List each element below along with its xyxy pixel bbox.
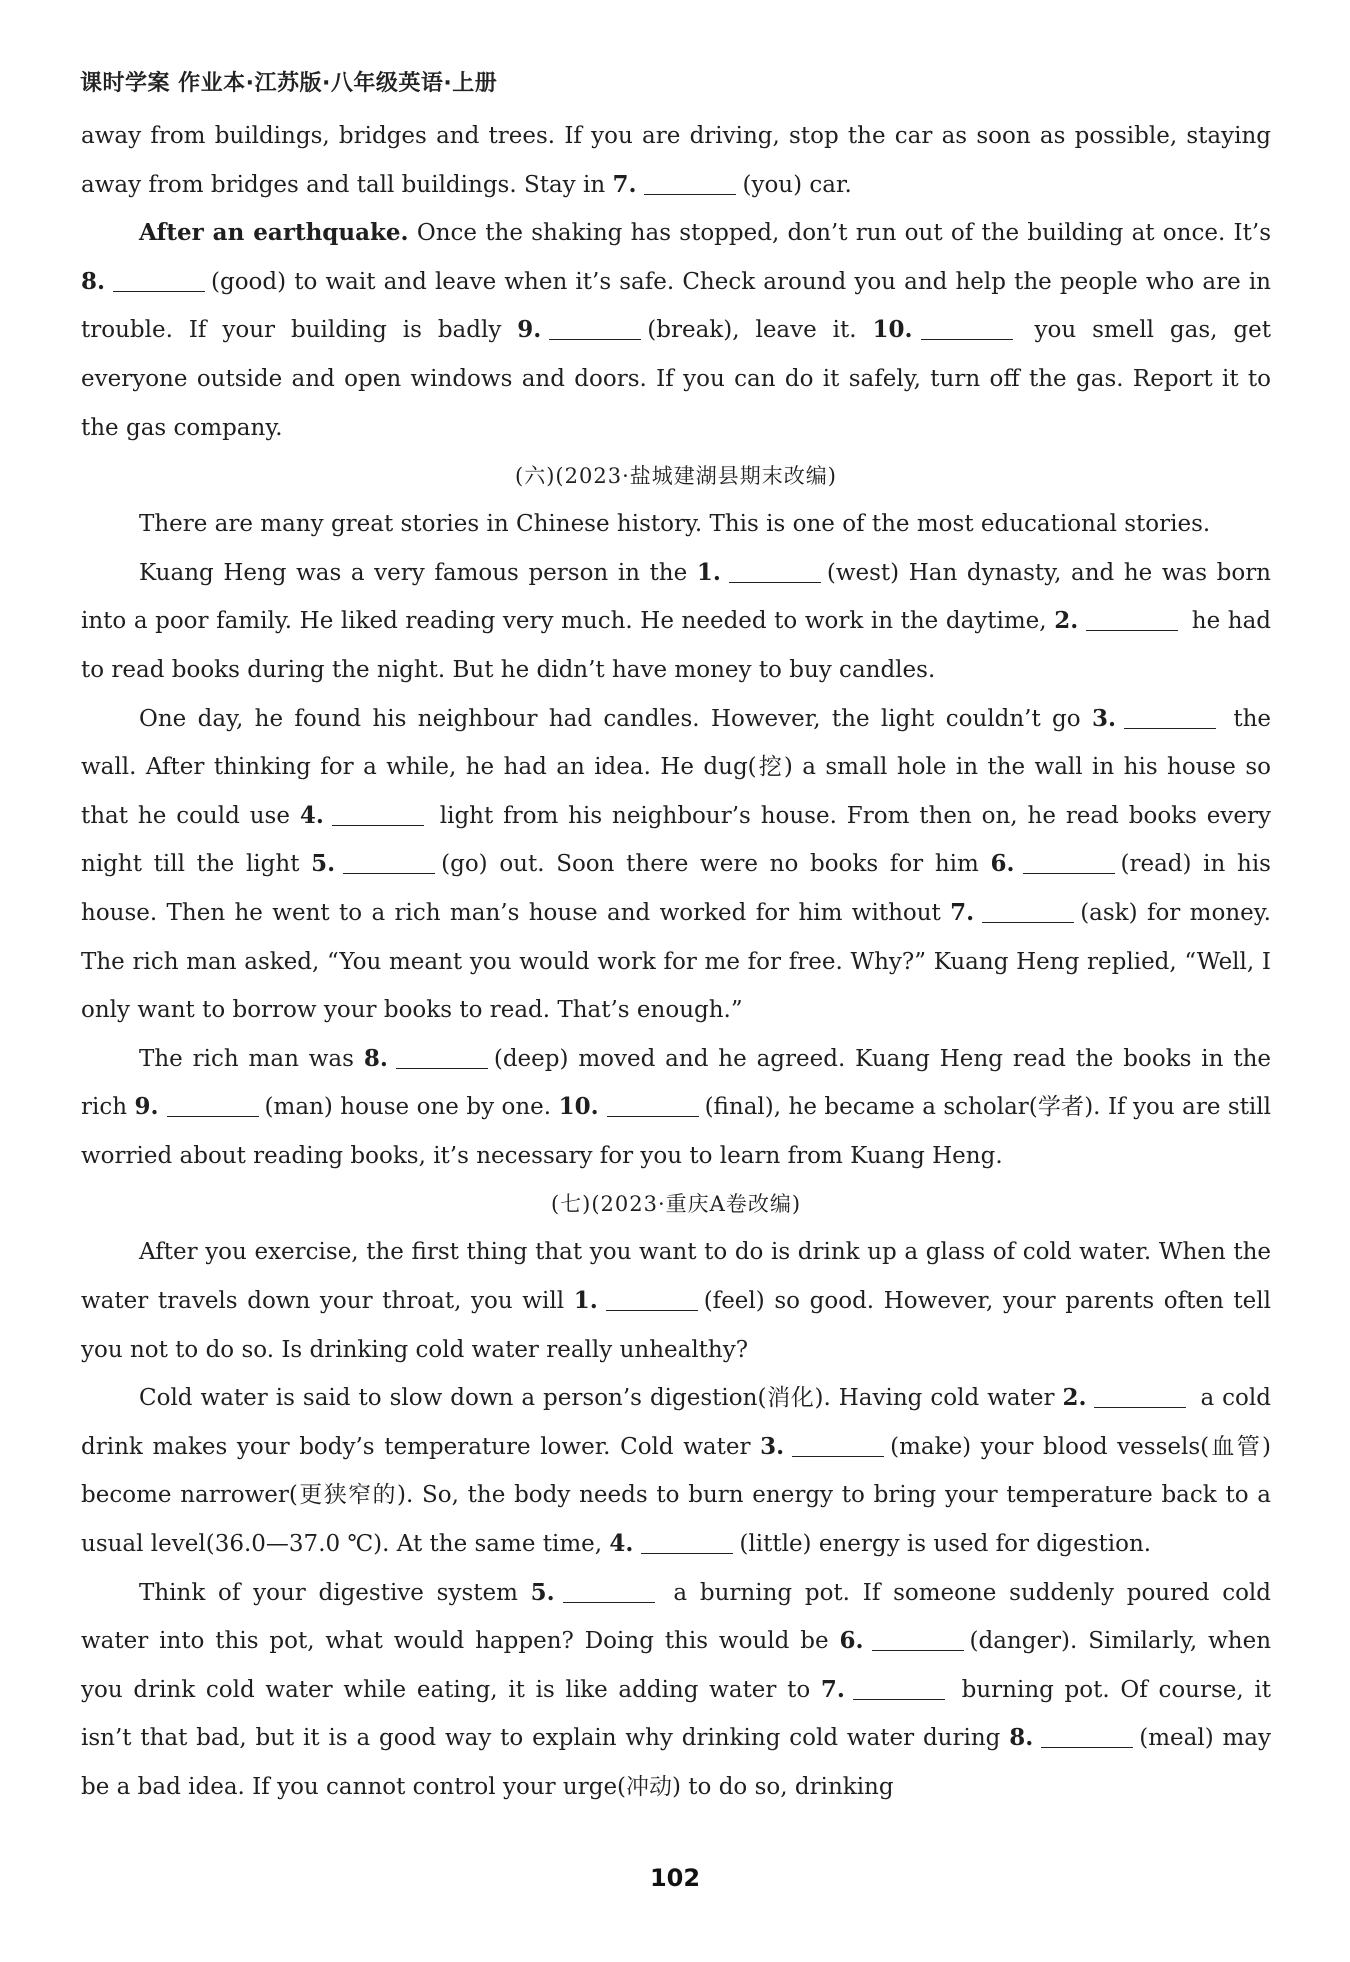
question-number: 9. xyxy=(517,316,542,344)
text: the wall. After thinking for a while, he had an idea. He dug(挖) a small hole in the wall in his house so that he could use xyxy=(81,705,1271,829)
text: Cold water is said to slow down a person’s digestion(消化). Having cold water xyxy=(139,1385,1063,1412)
text: (man) house one by one. xyxy=(264,1094,559,1121)
header-brand: 课时学案 作业本 xyxy=(80,71,246,96)
text: (danger). Similarly, when you drink cold water while eating, it is like adding water to xyxy=(81,1628,1272,1703)
paragraph-driving xyxy=(81,112,1271,209)
answer-blank[interactable] xyxy=(853,1676,945,1700)
answer-blank[interactable] xyxy=(1124,705,1216,729)
answer-blank[interactable] xyxy=(872,1627,964,1651)
text: Kuang Heng was a very famous person in the xyxy=(139,559,697,586)
question-number: 7. xyxy=(820,1675,845,1703)
answer-blank[interactable] xyxy=(396,1045,488,1069)
text: (deep) moved and he agreed. Kuang Heng read the books in the rich xyxy=(81,1045,1272,1121)
question-number: 10. xyxy=(872,316,913,344)
text: Once the shaking has stopped, don’t run out of the building at once. It’s xyxy=(408,220,1271,247)
header-info: ·江苏版·八年级英语·上册 xyxy=(245,71,498,96)
text: (ask) for money. The rich man asked, “You meant you would work for me for free. Why?” Kuang Heng replied, “Well, I only want to borrow your books to read. That’s enough.” xyxy=(81,899,1271,1024)
answer-blank[interactable] xyxy=(113,268,205,292)
page-number: 102 xyxy=(649,1864,701,1892)
answer-blank[interactable] xyxy=(332,802,424,826)
question-number: 2. xyxy=(1054,607,1079,635)
answer-blank[interactable] xyxy=(982,899,1074,923)
paragraph-lead: After an earthquake. xyxy=(139,219,409,247)
text: light from his neighbour’s house. From then on, he read books every night till the light xyxy=(81,802,1271,878)
section6-paragraph-2 xyxy=(81,695,1271,1035)
answer-blank[interactable] xyxy=(549,316,641,340)
question-number: 6. xyxy=(839,1627,864,1655)
question-number: 10. xyxy=(558,1093,599,1121)
question-number: 6. xyxy=(990,850,1015,878)
question-number: 4. xyxy=(299,801,324,829)
question-number: 5. xyxy=(530,1578,555,1606)
answer-blank[interactable] xyxy=(729,559,821,583)
question-number: 2. xyxy=(1062,1384,1087,1412)
section7-paragraph-1 xyxy=(81,1228,1271,1374)
text: burning pot. Of course, it isn’t that bad, but it is a good way to explain why drinking cold water during xyxy=(81,1676,1271,1752)
section6-paragraph-1 xyxy=(81,549,1271,695)
text: away from buildings, bridges and trees. If you are driving, stop the car as soon as possible, staying away from bridges and tall buildings. Stay in xyxy=(81,123,1271,198)
answer-blank[interactable] xyxy=(343,850,435,874)
text: (final), he became a scholar(学者). If you are still worried about reading books, it’s necessary for you to learn from Kuang Heng. xyxy=(81,1094,1271,1169)
answer-blank[interactable] xyxy=(607,1093,699,1117)
section6-intro: There are many great stories in Chinese history. This is one of the most educational stories. xyxy=(139,511,1211,538)
question-number: 3. xyxy=(1091,704,1116,732)
text: (good) to wait and leave when it’s safe. Check around you and help the people who are in trouble. If your building is badly xyxy=(81,268,1271,344)
text: (you) car. xyxy=(742,171,852,198)
section-title-6: (六)(2023·盐城建湖县期末改编) xyxy=(515,464,837,489)
text: (meal) may be a bad idea. If you cannot control your urge(冲动) to do so, drinking xyxy=(81,1725,1272,1800)
section-title-7: (七)(2023·重庆A卷改编) xyxy=(550,1192,802,1217)
question-number: 8. xyxy=(81,267,106,295)
text: The rich man was xyxy=(139,1045,364,1072)
answer-blank[interactable] xyxy=(606,1287,698,1311)
question-number: 1. xyxy=(573,1287,598,1315)
answer-blank[interactable] xyxy=(792,1433,884,1457)
question-number: 4. xyxy=(609,1530,634,1558)
paragraph-after-earthquake xyxy=(81,209,1271,452)
text: One day, he found his neighbour had candles. However, the light couldn’t go xyxy=(139,705,1092,732)
question-number: 8. xyxy=(363,1044,388,1072)
answer-blank[interactable] xyxy=(167,1093,259,1117)
question-number: 3. xyxy=(760,1432,785,1460)
page-content xyxy=(81,112,1271,1812)
text: (make) your blood vessels(血管) become narrower(更狭窄的). So, the body needs to burn energy to bring your temperature back to a usual level(36.0—37.0 ℃). At the same time, xyxy=(81,1433,1272,1558)
text: you smell gas, get everyone outside and open windows and doors. If you can do it safely, turn off the gas. Report it to the gas company. xyxy=(81,317,1271,441)
text: (feel) so good. However, your parents often tell you not to do so. Is drinking cold water really unhealthy? xyxy=(81,1288,1271,1363)
question-number: 8. xyxy=(1009,1724,1034,1752)
text: (west) Han dynasty, and he was born into a poor family. He liked reading very much. He needed to work in the daytime, xyxy=(81,559,1272,635)
question-number: 5. xyxy=(311,850,336,878)
answer-blank[interactable] xyxy=(1086,607,1178,631)
question-number: 7. xyxy=(612,170,637,198)
text: (little) energy is used for digestion. xyxy=(739,1531,1152,1558)
text: (break), leave it. xyxy=(647,317,873,344)
text: a burning pot. If someone suddenly poured cold water into this pot, what would happen? Doing this would be xyxy=(81,1579,1271,1655)
answer-blank[interactable] xyxy=(641,1530,733,1554)
page-header xyxy=(80,66,497,97)
question-number: 7. xyxy=(950,898,975,926)
section6-paragraph-3 xyxy=(81,1035,1271,1181)
answer-blank[interactable] xyxy=(644,171,736,195)
section7-paragraph-3 xyxy=(81,1569,1271,1812)
text: (go) out. Soon there were no books for him xyxy=(441,851,991,878)
text: (read) in his house. Then he went to a rich man’s house and worked for him without xyxy=(81,851,1271,926)
answer-blank[interactable] xyxy=(1041,1724,1133,1748)
answer-blank[interactable] xyxy=(563,1579,655,1603)
text: a cold drink makes your body’s temperature lower. Cold water xyxy=(81,1385,1271,1460)
section7-paragraph-2 xyxy=(81,1374,1271,1568)
text: Think of your digestive system xyxy=(139,1579,531,1606)
answer-blank[interactable] xyxy=(1094,1384,1186,1408)
text: he had to read books during the night. But he didn’t have money to buy candles. xyxy=(81,608,1272,683)
answer-blank[interactable] xyxy=(1023,850,1115,874)
question-number: 9. xyxy=(134,1093,159,1121)
text: After you exercise, the first thing that you want to do is drink up a glass of cold water. When the water travels down your throat, you will xyxy=(81,1239,1271,1315)
answer-blank[interactable] xyxy=(921,316,1013,340)
question-number: 1. xyxy=(696,558,721,586)
